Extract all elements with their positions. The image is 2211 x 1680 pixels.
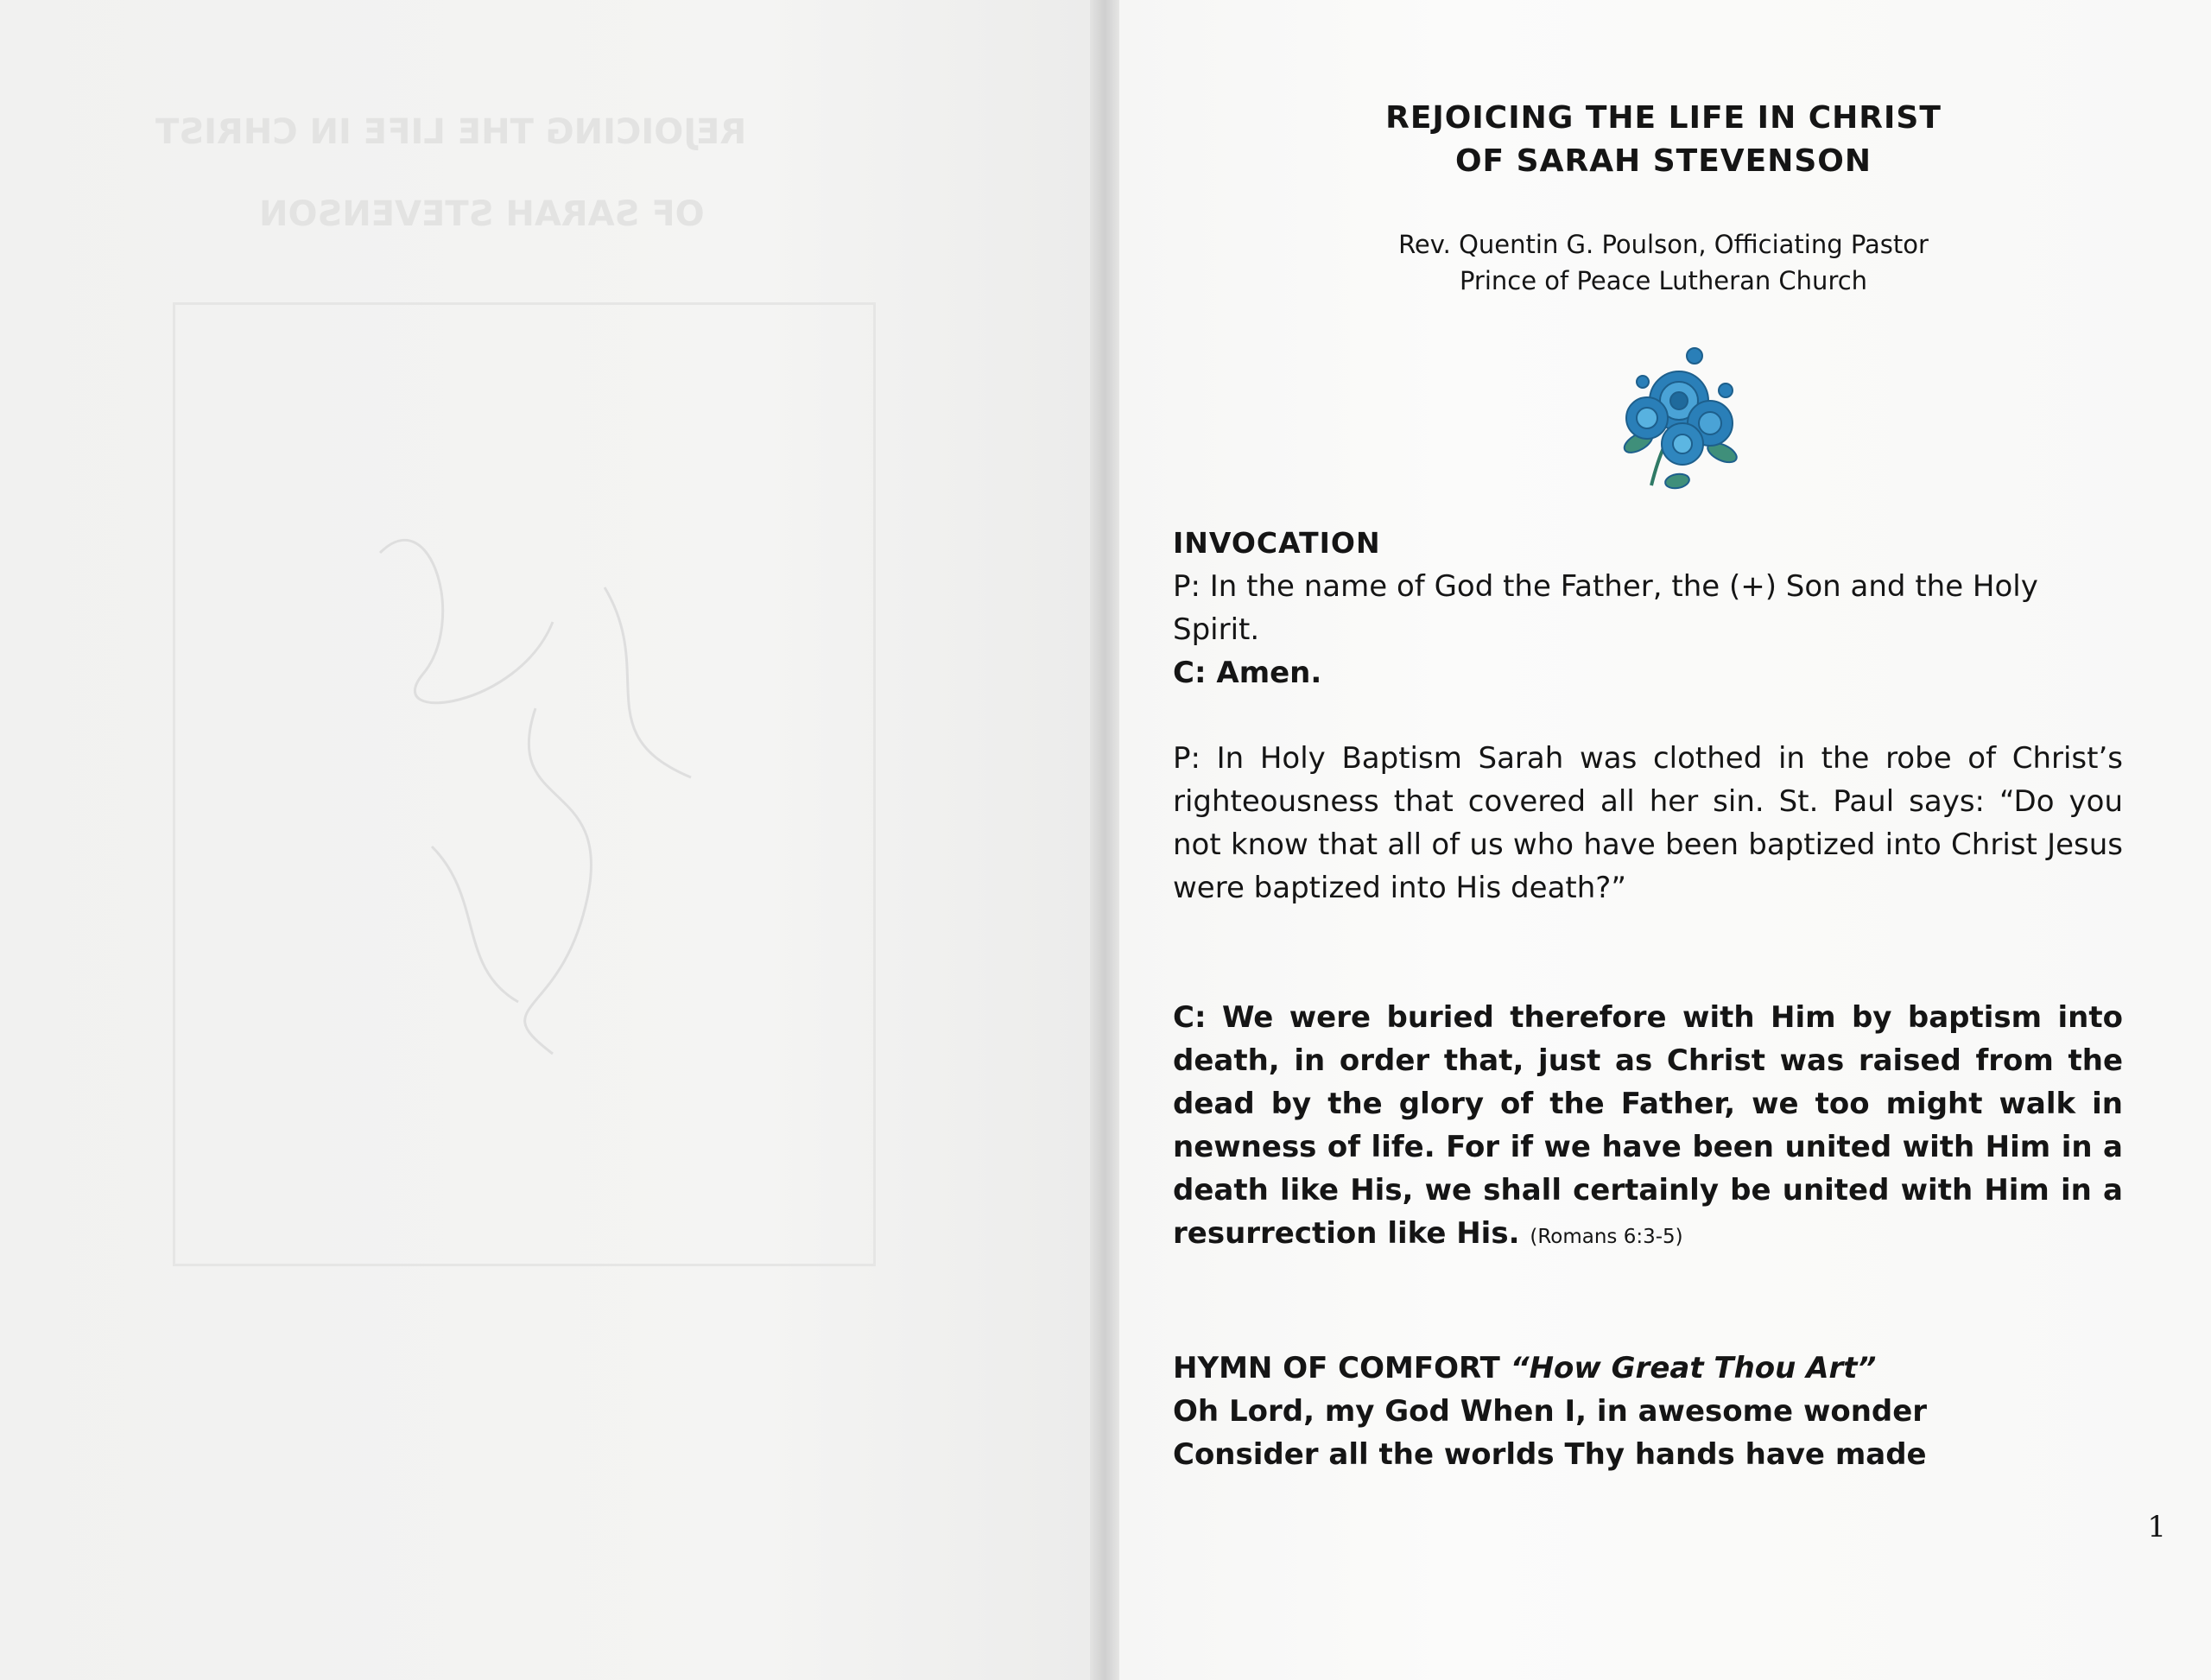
blue-roses-icon <box>1617 339 1746 503</box>
baptism-pastor-section <box>1173 737 2123 910</box>
left-page <box>0 0 1090 1680</box>
invocation-pastor-text: P: In the name of God the Father, the (+) Son and the Holy Spirit. <box>1173 569 2038 647</box>
ghost-signature <box>328 449 777 1106</box>
invocation-congregation-text: C: Amen. <box>1173 656 1322 690</box>
service-title <box>1173 97 2154 183</box>
baptism-pastor-text: P: In Holy Baptism Sarah was clothed in the robe of Christ’s righteousness that covered all her sin. St. Paul says: “Do you not know that all of us who have been baptized into Christ Jesus were baptized into His death?” <box>1173 741 2123 905</box>
invocation-section <box>1173 522 2123 694</box>
page-number: 1 <box>2147 1510 2166 1544</box>
right-page <box>1119 0 2211 1680</box>
officiant-block <box>1173 226 2154 299</box>
hymn-line-1: Oh Lord, my God When I, in awesome wonder <box>1173 1394 1928 1429</box>
title-line-2: OF SARAH STEVENSON <box>1454 143 1872 179</box>
ghost-title-line-1: REJOICING THE LIFE IN CHRIST <box>155 112 747 152</box>
invocation-heading: INVOCATION <box>1173 526 1381 560</box>
hymn-heading <box>1173 1347 2123 1390</box>
hymn-label: HYMN OF COMFORT <box>1173 1351 1500 1385</box>
title-line-1: REJOICING THE LIFE IN CHRIST <box>1385 100 1942 136</box>
hymn-line-2: Consider all the worlds Thy hands have made <box>1173 1437 1927 1472</box>
officiant-pastor: Rev. Quentin G. Poulson, Officiating Pastor <box>1398 230 1929 259</box>
hymn-section <box>1173 1347 2123 1476</box>
baptism-congregation-response <box>1173 996 2123 1258</box>
hymn-title: “How Great Thou Art” <box>1510 1351 1877 1385</box>
officiant-church: Prince of Peace Lutheran Church <box>1459 266 1868 295</box>
ghost-title-line-2: OF SARAH STEVENSON <box>259 194 705 234</box>
scripture-reference: (Romans 6:3-5) <box>1530 1226 1683 1248</box>
baptism-congregation-text: C: We were buried therefore with Him by baptism into death, in order that, just as Christ was raised from the dead by the glory of the Father, we too might walk in newness of life. For if we have been united with Him in a death like His, we shall certainly be united with Him in a resurrection like His. <box>1173 1000 2123 1251</box>
baptism-congregation-section <box>1173 996 2123 1258</box>
book-spine <box>1090 0 1119 1680</box>
